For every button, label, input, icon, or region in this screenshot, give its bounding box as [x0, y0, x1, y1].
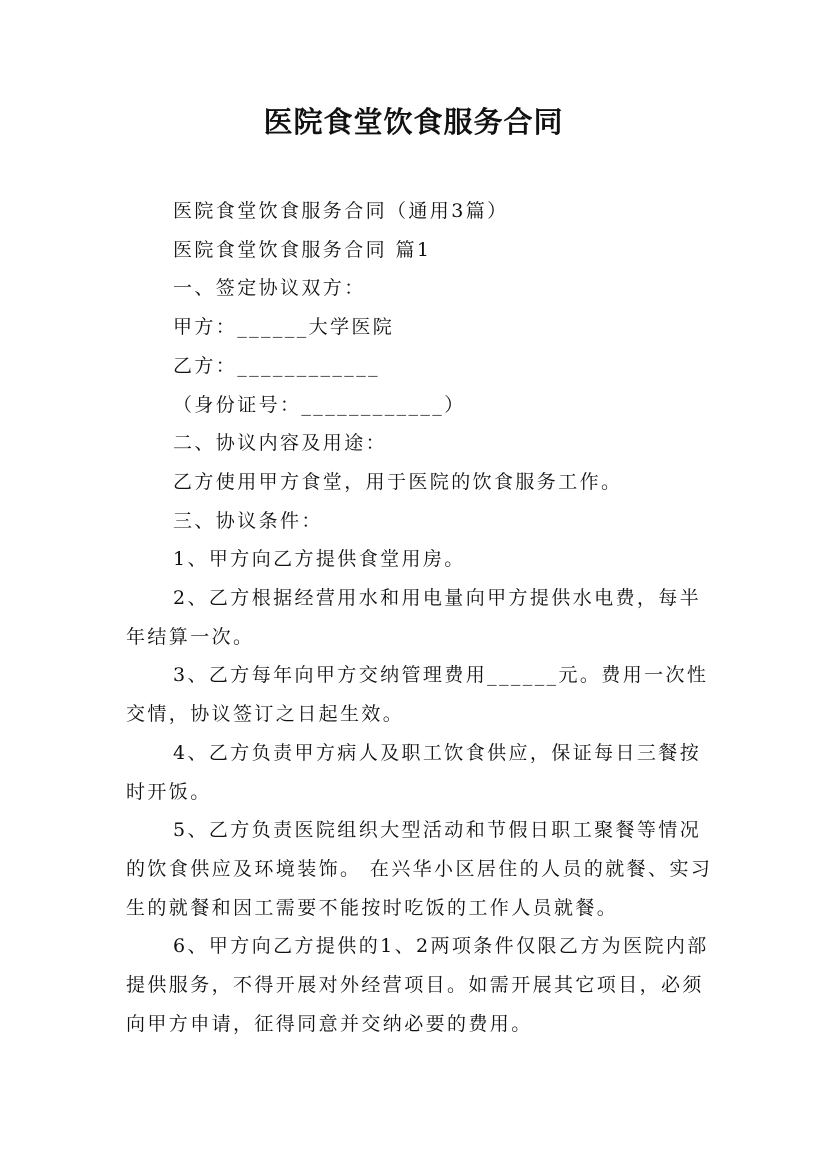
party-a: 甲方：______大学医院: [173, 316, 395, 339]
section-parties: 一、签定协议双方：: [173, 277, 366, 300]
section-content: 二、协议内容及用途：: [173, 432, 388, 455]
heading-part-1: 医院食堂饮食服务合同 篇1: [173, 238, 432, 261]
condition-1: 1、甲方向乙方提供食堂用房。: [173, 548, 466, 571]
document-title: 医院食堂饮食服务合同: [263, 105, 564, 139]
condition-6: 6、甲方向乙方提供的1、2两项条件仅限乙方为医院内部提供服务，不得开展对外经营项目。如需开展其它项目，必须向甲方申请，征得同意并交纳必要的费用。: [126, 935, 709, 1035]
condition-2: 2、乙方根据经营用水和用电量向甲方提供水电费，每半年结算一次。: [126, 587, 702, 648]
party-b-id-number: （身份证号：____________）: [173, 393, 466, 416]
party-b: 乙方：____________: [173, 354, 381, 377]
condition-3: 3、乙方每年向甲方交纳管理费用______元。费用一次性交情，协议签订之日起生效。: [126, 664, 709, 726]
condition-5: 5、乙方负责医院组织大型活动和节假日职工聚餐等情况的饮食供应及环境装饰。 在兴华小区居住的人员的就餐、实习生的就餐和因工需要不能按时吃饭的工作人员就餐。: [126, 819, 713, 919]
heading-collection: 医院食堂饮食服务合同（通用3篇）: [173, 200, 509, 222]
content-description: 乙方使用甲方食堂，用于医院的饮食服务工作。: [173, 470, 623, 493]
condition-4: 4、乙方负责甲方病人及职工饮食供应，保证每日三餐按时开饭。: [126, 741, 702, 803]
document-body: [126, 192, 716, 1043]
section-conditions: 三、协议条件：: [173, 509, 323, 532]
